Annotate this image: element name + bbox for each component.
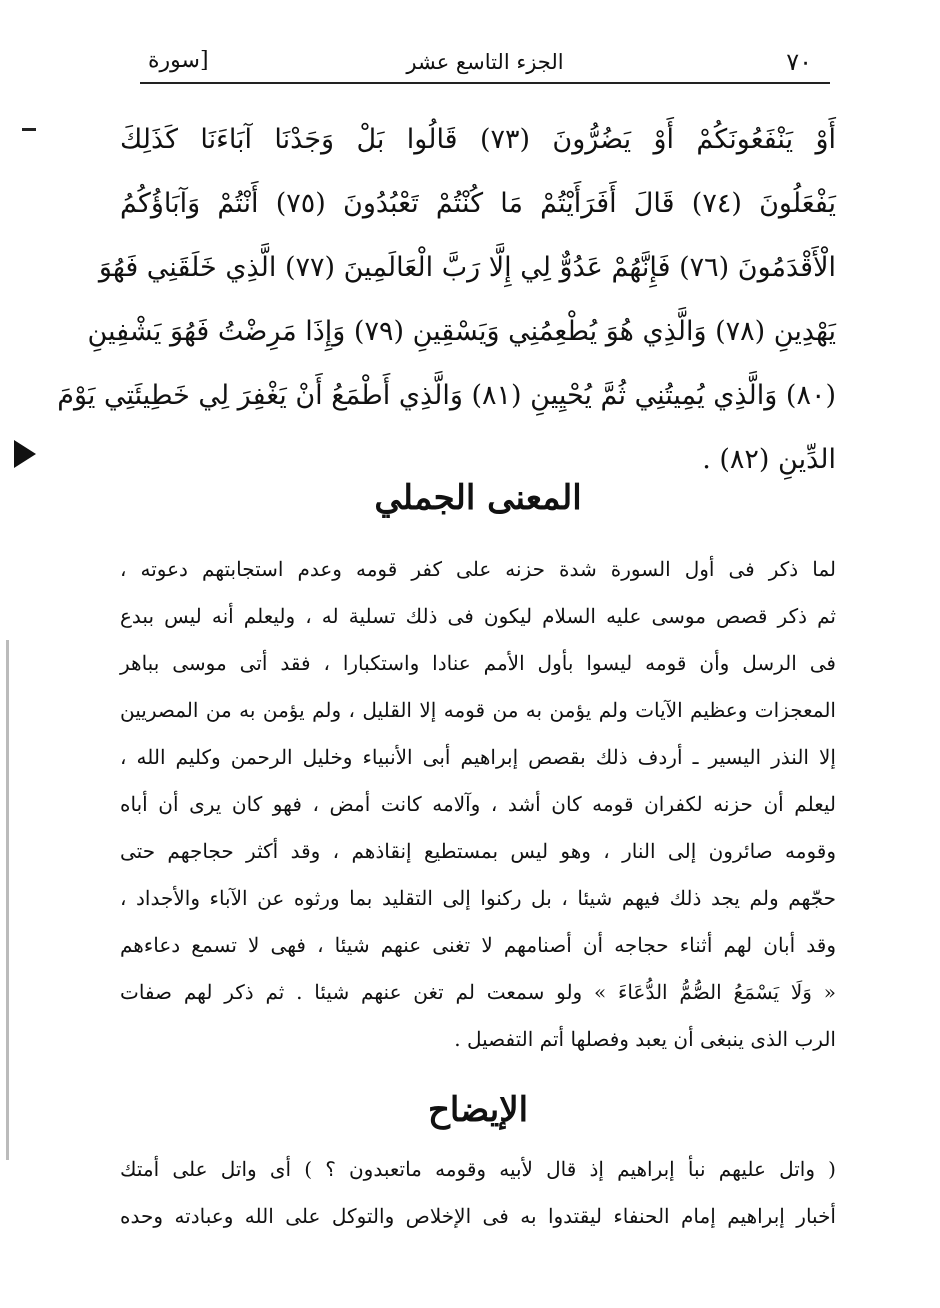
text-line: ( واتل عليهم نبأ إبراهيم إذ قال لأبيه وقومه ماتعبدون ؟ ) أى واتل على أمتك [120,1157,836,1181]
verse-line: الدِّينِ (٨٢) . [702,444,836,475]
binding-shadow [6,640,9,1160]
text-line: إلا النذر اليسير ـ أردف ذلك بقصص إبراهيم أبى الأنبياء وخليل الرحمن وكليم الله ، [120,745,836,769]
margin-tick-mark [22,128,36,131]
verse-line: (٨٠) وَالَّذِي يُمِيتُنِي ثُمَّ يُحْيِينِ (٨١) وَالَّذِي أَطْمَعُ أَنْ يَغْفِرَ لِي خَطِيئَتِي يَوْمَ [57,380,836,411]
verse-line: الْأَقْدَمُونَ (٧٦) فَإِنَّهُمْ عَدُوٌّ لِي إِلَّا رَبَّ الْعَالَمِينَ (٧٧) الَّذِي خَلَقَنِي فَهُوَ [98,252,836,283]
text-line: ثم ذكر قصص موسى عليه السلام ليكون فى ذلك تسلية له ، وليعلم أنه ليس ببدع [120,604,836,628]
general-meaning-text [120,546,836,1063]
verse-line: أَوْ يَنْفَعُونَكُمْ أَوْ يَضُرُّونَ (٧٣) قَالُوا بَلْ وَجَدْنَا آبَاءَنَا كَذَلِكَ [120,124,836,155]
header-rule [140,82,830,84]
section-heading-general-meaning: المعنى الجملي [374,478,582,518]
text-line: ليعلم أن حزنه لكفران قومه كان أشد ، وآلامه كانت أمض ، فهو كان يرى أن أباه [120,792,836,816]
part-title: الجزء التاسع عشر [406,50,564,74]
explanation-text [120,1146,836,1240]
section-heading-explanation: الإيضاح [427,1090,529,1130]
text-line: « وَلَا يَسْمَعُ الصُّمُّ الدُّعَاءَ » ولو سمعت لم تغن عنهم شيئا . ثم ذكر لهم صفات [120,980,836,1004]
text-line: لما ذكر فى أول السورة شدة حزنه على كفر قومه وعدم استجابتهم دعوته ، [120,557,836,581]
text-line: أخبار إبراهيم إمام الحنفاء ليقتدوا به فى الإخلاص والتوكل على الله وعبادته وحده [120,1204,836,1228]
margin-arrow-mark [14,440,36,468]
running-header [140,42,830,82]
text-line: فى الرسل وأن قومه ليسوا بأول الأمم عنادا واستكبارا ، فقد أتى موسى بباهر [120,651,836,675]
text-line: المعجزات وعظيم الآيات ولم يؤمن به من قومه إلا القليل ، ولم يؤمن به من المصريين [120,698,836,722]
surah-label: [سورة [148,48,209,73]
text-line: وقومه صائرون إلى النار ، وهو ليس بمستطيع إنقاذهم ، وقد أكثر حجاجهم حتى [120,839,836,863]
text-line: حجّهم ولم يجد ذلك فيهم شيئا ، بل ركنوا إلى التقليد بما ورثوه عن الآباء والأجداد ، [120,886,836,910]
verse-line: يَهْدِينِ (٧٨) وَالَّذِي هُوَ يُطْعِمُنِي وَيَسْقِينِ (٧٩) وَإِذَا مَرِضْتُ فَهُوَ يَشْفِينِ [87,316,836,347]
text-line: وقد أبان لهم أثناء حجاجه أن أصنامهم لا تغنى عنهم شيئا ، فهى لا تسمع دعاءهم [120,933,836,957]
quran-verses [57,108,836,492]
verse-line: يَفْعَلُونَ (٧٤) قَالَ أَفَرَأَيْتُمْ مَا كُنْتُمْ تَعْبُدُونَ (٧٥) أَنْتُمْ وَآبَاؤُكُمُ [120,188,836,219]
page-number: ٧٠ [786,48,812,76]
text-line: الرب الذى ينبغى أن يعبد وفصلها أتم التفصيل . [454,1027,836,1051]
